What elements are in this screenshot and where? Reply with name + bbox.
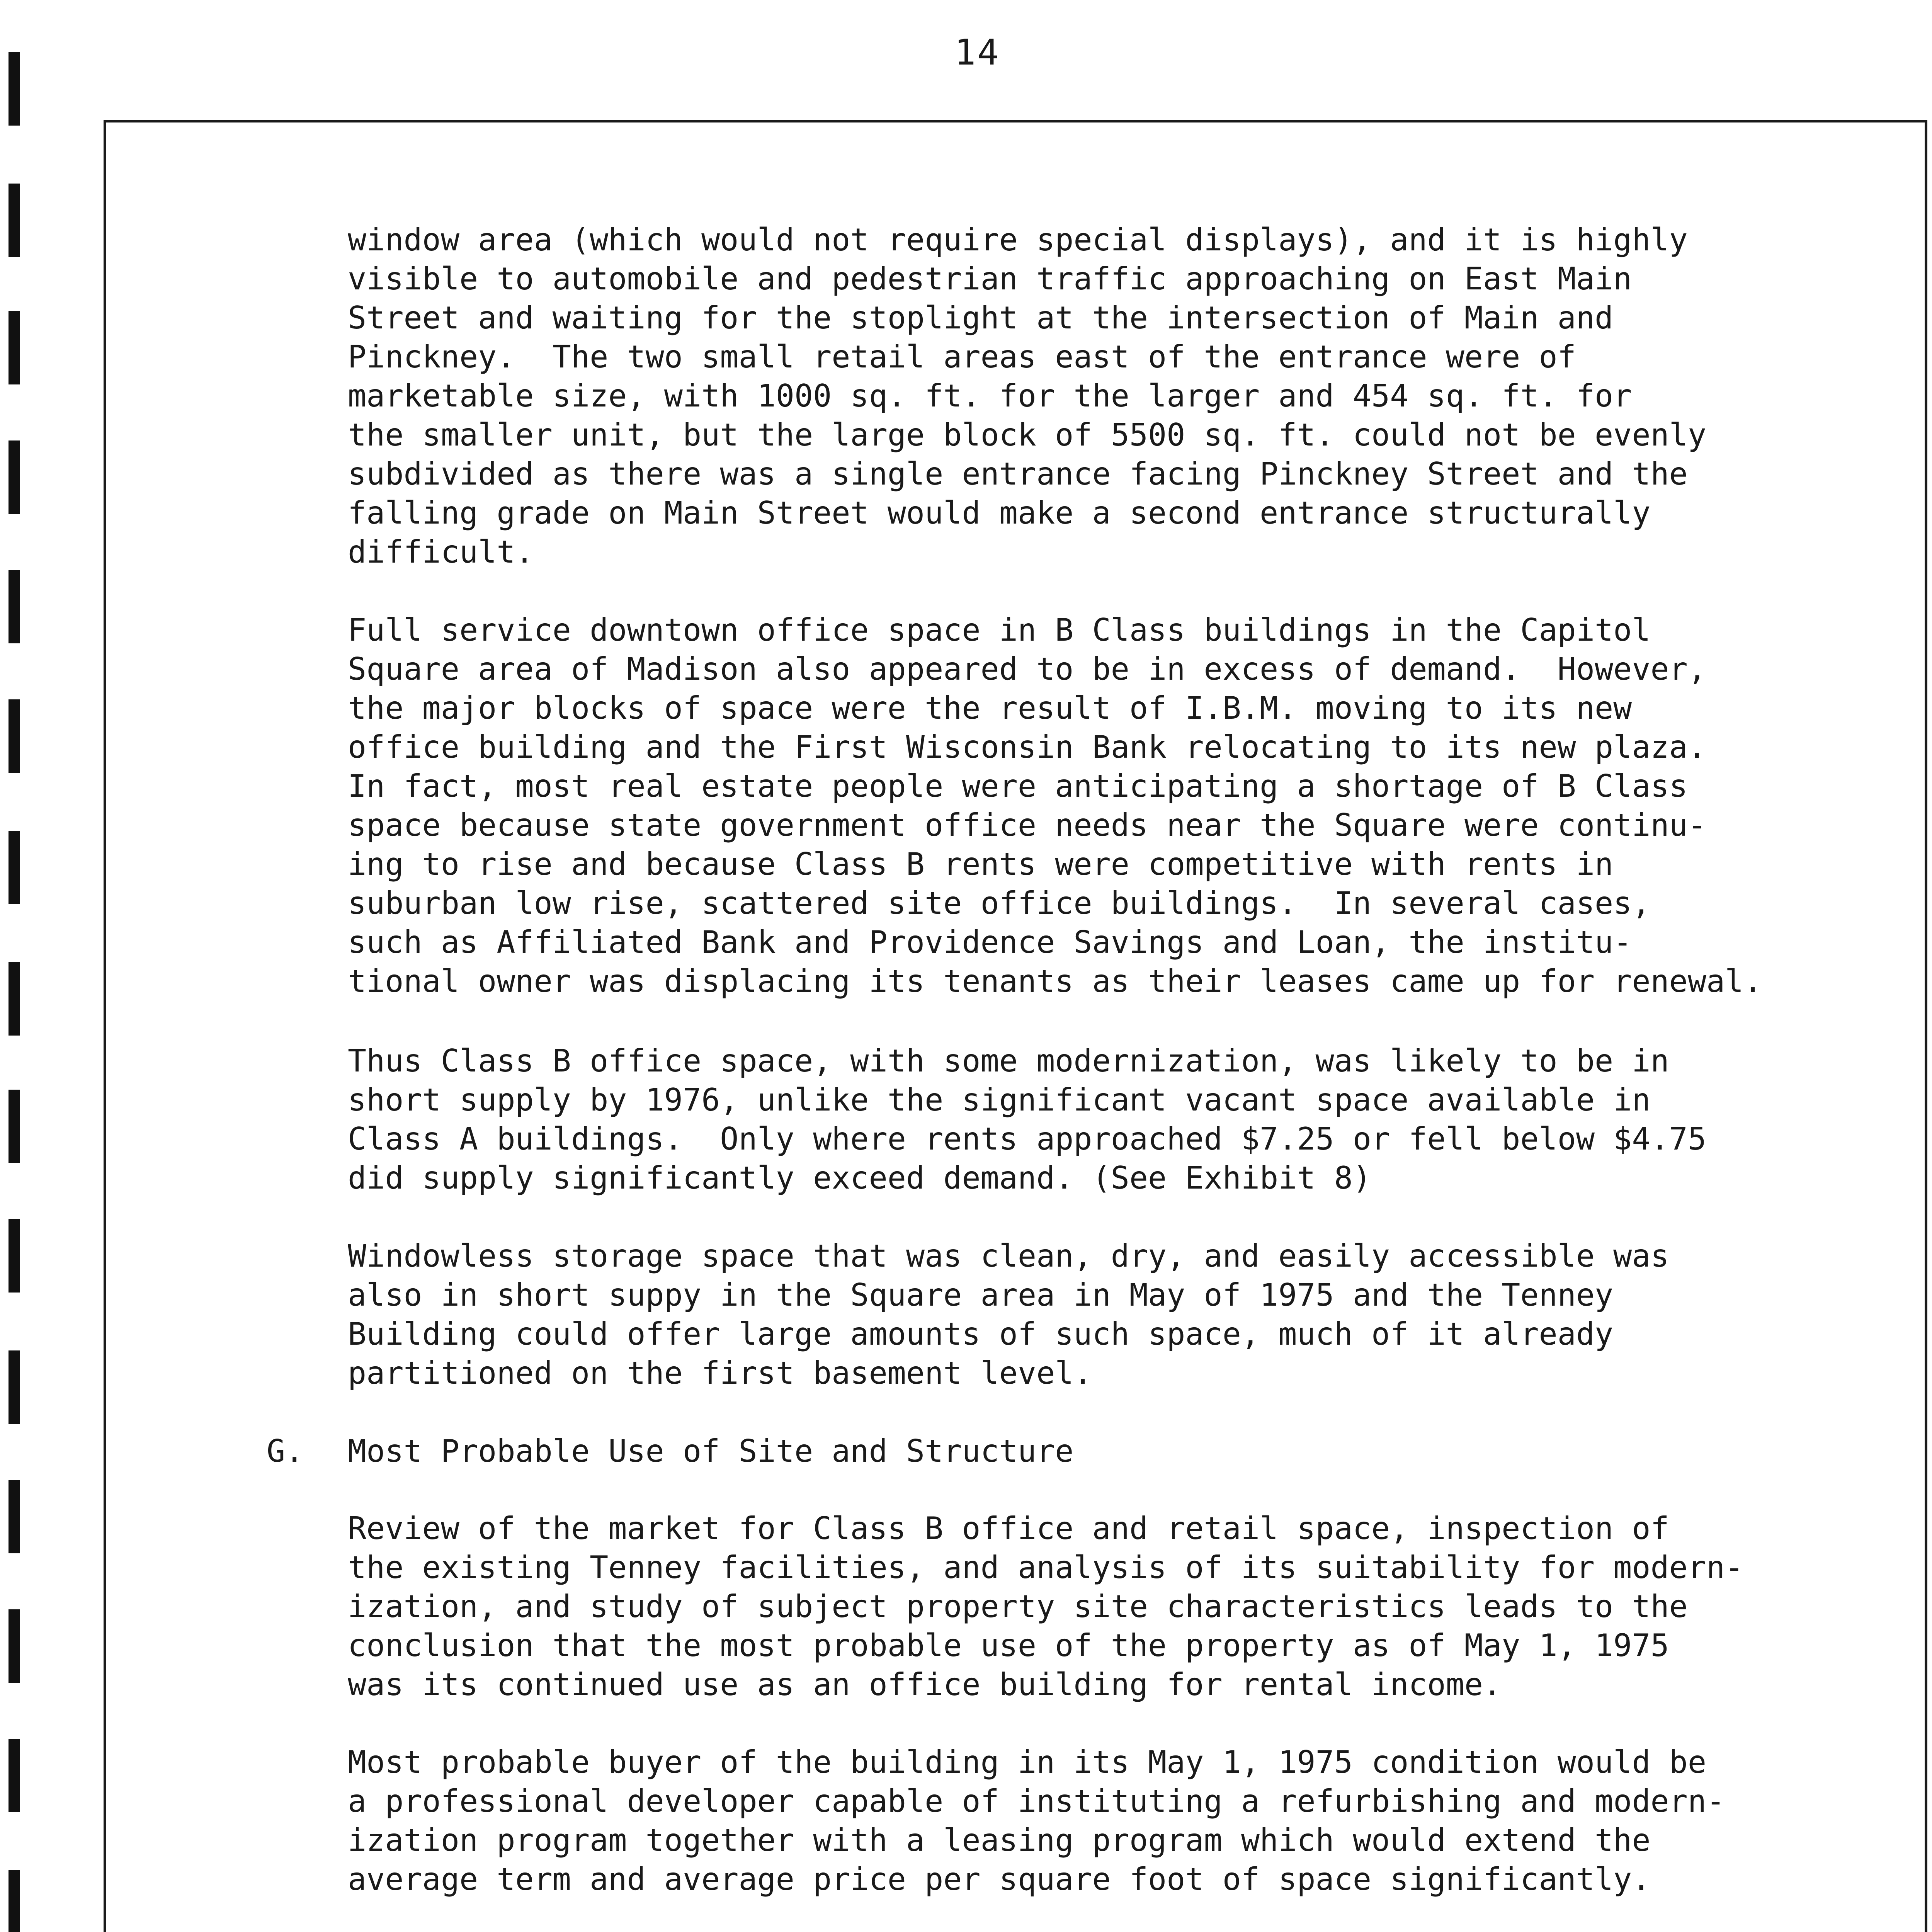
binding-mark	[9, 311, 20, 384]
binding-mark	[9, 962, 20, 1036]
page-number: 14	[954, 32, 1000, 73]
binding-mark	[9, 1480, 20, 1553]
binding-mark	[9, 1739, 20, 1812]
paragraph-market-review: Review of the market for Class B office and retail space, inspection of the existing Tenney facilities, and analysis of its suitability for modern- ization, and study of subject property site characteristics leads to the conclusion that the most probable use of the property as of May 1, 1975 was its continued use as an office building for rental income.	[348, 1510, 1744, 1702]
section-g-title: Most Probable Use of Site and Structure	[348, 1433, 1074, 1469]
paragraph-class-b-supply: Thus Class B office space, with some modernization, was likely to be in short supply by 1976, unlike the significant vacant space available in Class A buildings. Only where rents approached $7.25 or fell below $4.75 did supply significantly exceed demand. (See Exhibit 8)	[348, 1043, 1706, 1196]
binding-mark	[9, 440, 20, 514]
paragraph-window-area: window area (which would not require special displays), and it is highly visible to automobile and pedestrian traffic approaching on East Main Street and waiting for the stoplight at the intersection of Main and Pinckney. The two small retail areas east of the entrance were of marketable size, with 1000 sq. ft. for the larger and 454 sq. ft. for the smaller unit, but the large block of 5500 sq. ft. could not be evenly subdivided as there was a single entrance facing Pinckney Street and the falling grade on Main Street would make a second entrance structurally difficult.	[348, 222, 1706, 570]
binding-mark	[9, 1350, 20, 1424]
binding-mark	[9, 1219, 20, 1293]
binding-mark	[9, 1090, 20, 1163]
binding-mark	[9, 831, 20, 904]
section-g-marker: G.	[267, 1433, 304, 1469]
paragraph-storage-space: Windowless storage space that was clean, dry, and easily accessible was also in short suppy in the Square area in May of 1975 and the Tenney Building could offer large amounts of such space, much of it already partitioned on the first basement level.	[348, 1238, 1669, 1391]
binding-mark	[9, 699, 20, 773]
binding-mark	[9, 52, 20, 126]
paragraph-office-space: Full service downtown office space in B Class buildings in the Capitol Square area of Madison also appeared to be in excess of demand. However, the major blocks of space were the result of I.B.M. moving to its new office building and the First Wisconsin Bank relocating to its new plaza. In fact, most real estate people were anticipating a shortage of B Class space because state government office needs near the Square were continu- ing to rise and because Class B rents were competitive with rents in suburban low rise, scattered site office buildings. In several cases, such as Affiliated Bank and Providence Savings and Loan, the institu- tional owner was displacing its tenants as their leases came up for renewal.	[348, 612, 1762, 999]
binding-mark	[9, 1609, 20, 1683]
paragraph-probable-buyer: Most probable buyer of the building in its May 1, 1975 condition would be a professional developer capable of instituting a refurbishing and modern- ization program together with a leasing program which would extend the average term and average price per square foot of space significantly.	[348, 1744, 1725, 1897]
binding-mark	[9, 184, 20, 257]
binding-mark	[9, 570, 20, 643]
binding-mark	[9, 1870, 20, 1932]
